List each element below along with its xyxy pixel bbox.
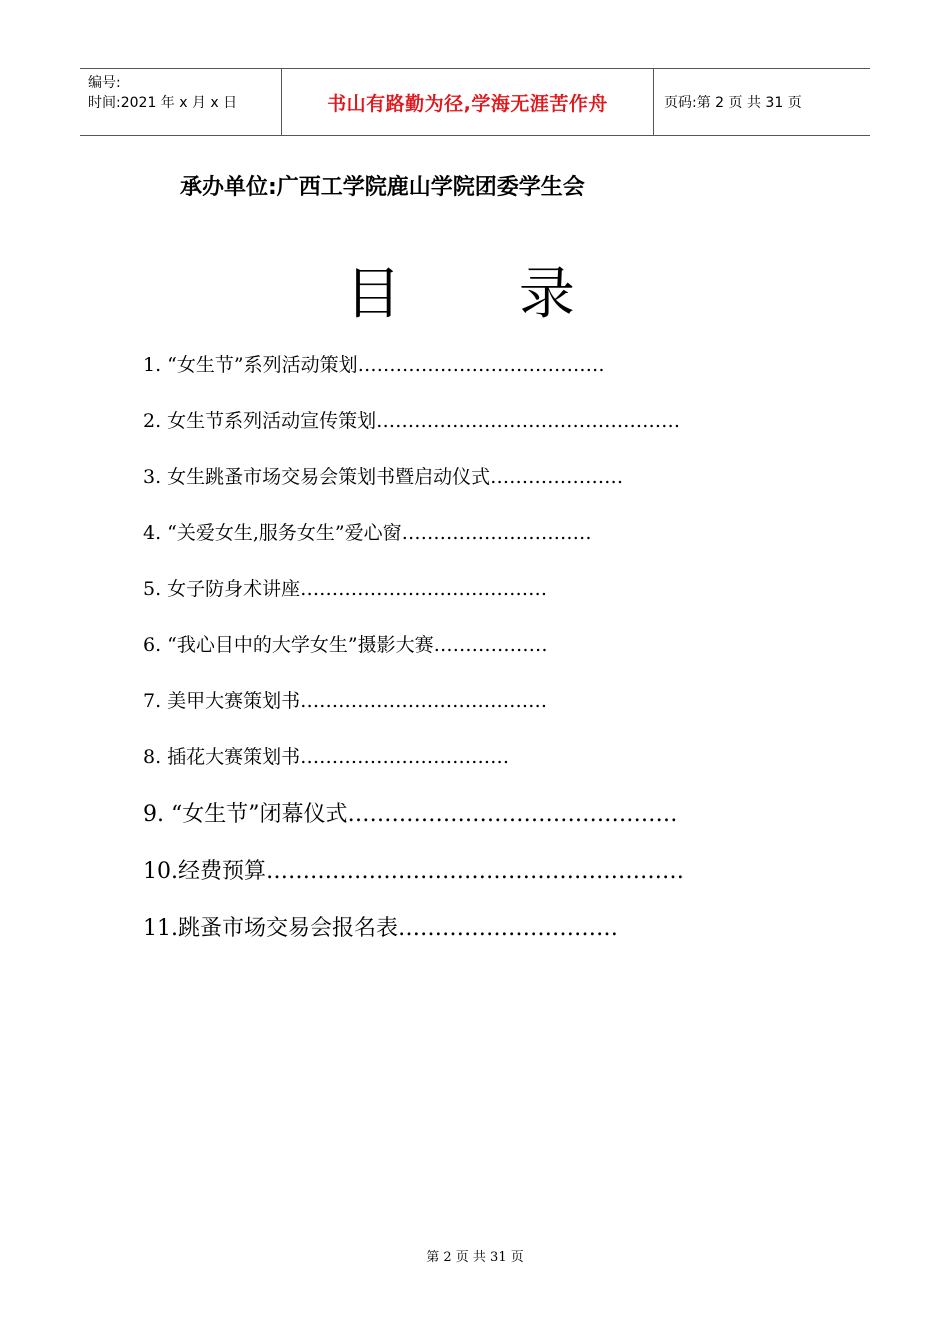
toc-item[interactable]: 1. “女生节”系列活动策划………………………………… [143, 354, 605, 376]
toc-item[interactable]: 7. 美甲大赛策划书………………………………… [143, 690, 548, 712]
toc-item[interactable]: 8. 插花大赛策划书…………………………… [143, 746, 510, 768]
page-footer: 第 2 页 共 31 页 [426, 1250, 524, 1265]
organizer-line: 承办单位:广西工学院鹿山学院团委学生会 [180, 175, 585, 200]
toc-item[interactable]: 10.经费预算………………………………………………… [143, 859, 684, 884]
header-page-info: 页码:第 2 页 共 31 页 [664, 95, 802, 111]
toc-item[interactable]: 11.跳蚤市场交易会报名表………………………… [143, 916, 618, 941]
header-motto: 书山有路勤为径,学海无涯苦作舟 [282, 69, 654, 135]
time-label: 时间:2021 年 x 月 x 日 [88, 95, 238, 111]
toc-item[interactable]: 9. “女生节”闭幕仪式……………………………………… [143, 802, 678, 827]
toc-item[interactable]: 4. “关爱女生,服务女生”爱心窗………………………… [143, 522, 592, 544]
toc-item[interactable]: 3. 女生跳蚤市场交易会策划书暨启动仪式………………… [143, 466, 624, 488]
header-meta [80, 69, 282, 135]
toc-item[interactable]: 2. 女生节系列活动宣传策划………………………………………… [143, 410, 681, 432]
document-header [80, 68, 870, 136]
toc-title: 目 录 [345, 262, 625, 327]
toc-item[interactable]: 5. 女子防身术讲座………………………………… [143, 578, 548, 600]
toc-item[interactable]: 6. “我心目中的大学女生”摄影大赛……………… [143, 634, 548, 656]
number-label: 编号: [88, 75, 121, 91]
